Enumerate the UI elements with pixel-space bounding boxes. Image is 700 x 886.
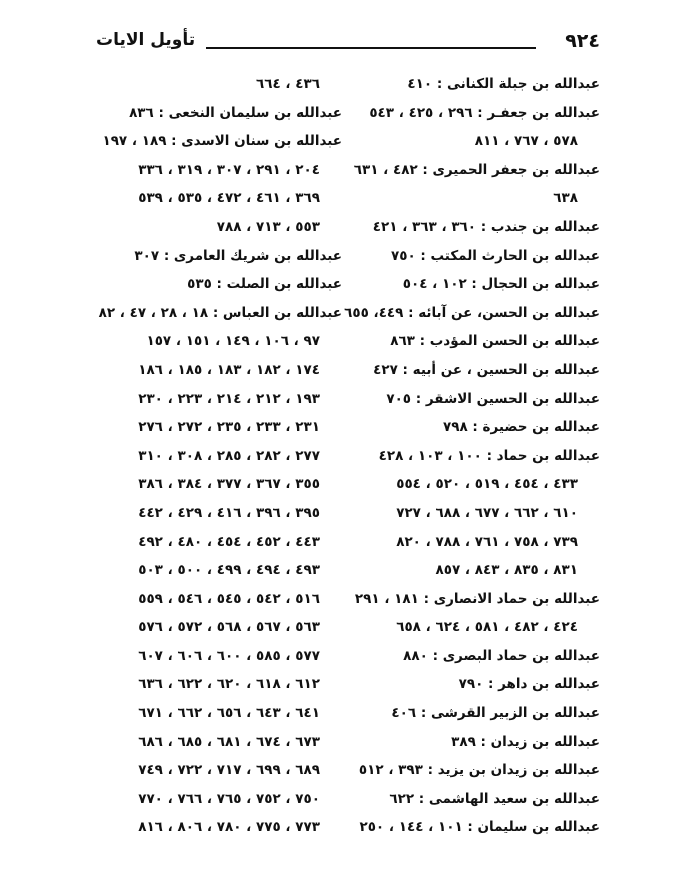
index-entry: عبدالله بن الحسن، عن آبائه : ٤٤٩، ٦٥٥ [344, 304, 600, 321]
index-entry: عبدالله بن حماد الانصارى : ١٨١ ، ٢٩١ [354, 590, 600, 607]
index-entry: عبدالله بن حماد : ١٠٠ ، ١٠٣ ، ٤٢٨ [378, 447, 600, 464]
index-continuation-line: ٦٤١ ، ٦٤٣ ، ٦٥٦ ، ٦٦٢ ، ٦٧١ [138, 705, 320, 722]
index-continuation-line: ٨٣١ ، ٨٣٥ ، ٨٤٣ ، ٨٥٧ [435, 562, 578, 579]
index-entry: عبدالله بن العباس : ١٨ ، ٢٨ ، ٤٧ ، ٨٢ [98, 304, 342, 321]
index-continuation-line: ٣٥٥ ، ٣٦٧ ، ٣٧٧ ، ٣٨٤ ، ٣٨٦ [138, 476, 320, 493]
index-continuation-line: ٥٧٧ ، ٥٨٥ ، ٦٠٠ ، ٦٠٦ ، ٦٠٧ [138, 647, 320, 664]
index-continuation-line: ٦١٠ ، ٦٦٢ ، ٦٧٧ ، ٦٨٨ ، ٧٢٧ [396, 504, 578, 521]
index-continuation-line: ١٧٤ ، ١٨٢ ، ١٨٣ ، ١٨٥ ، ١٨٦ [138, 361, 320, 378]
index-entry: عبدالله بن الحسين ، عن أبيه : ٤٢٧ [373, 361, 600, 378]
index-entry: عبدالله بن زيدان بن يزيد : ٣٩٣ ، ٥١٢ [358, 762, 600, 779]
index-continuation-line: ٥٦٣ ، ٥٦٧ ، ٥٦٨ ، ٥٧٢ ، ٥٧٦ [138, 619, 320, 636]
index-continuation-line: ٦٧٣ ، ٦٧٤ ، ٦٨١ ، ٦٨٥ ، ٦٨٦ [138, 733, 320, 750]
index-entry: عبدالله بن جبلة الكنانى : ٤١٠ [407, 76, 600, 92]
index-continuation-line: ٧٥٠ ، ٧٥٢ ، ٧٦٥ ، ٧٦٦ ، ٧٧٠ [138, 790, 320, 807]
index-entry: عبدالله بن سعيد الهاشمى : ٦٢٢ [389, 790, 600, 807]
index-continuation-line: ٢٧٧ ، ٢٨٢ ، ٢٨٥ ، ٣٠٨ ، ٣١٠ [138, 447, 320, 464]
index-continuation-line: ٤٣٦ ، ٦٦٤ [256, 76, 320, 92]
index-entry: عبدالله بن شريك العامرى : ٣٠٧ [134, 247, 342, 264]
header-rule [206, 47, 536, 49]
index-continuation-line: ٧٣٩ ، ٧٥٨ ، ٧٦١ ، ٧٨٨ ، ٨٢٠ [396, 533, 578, 550]
index-continuation-line: ٢٠٤ ، ٢٩١ ، ٣٠٧ ، ٣١٩ ، ٣٣٦ [138, 161, 320, 178]
index-column-right [344, 70, 600, 842]
index-entry: عبدالله بن جندب : ٣٦٠ ، ٣٦٣ ، ٤٢١ [372, 218, 600, 235]
index-continuation-line: ٧٧٣ ، ٧٧٥ ، ٧٨٠ ، ٨٠٦ ، ٨١٦ [138, 819, 320, 836]
index-continuation-line: ٥٥٣ ، ٧١٣ ، ٧٨٨ [216, 218, 320, 235]
index-entry: عبدالله بن الحارث المكتب : ٧٥٠ [390, 247, 600, 264]
index-continuation-line: ١٩٣ ، ٢١٢ ، ٢١٤ ، ٢٢٣ ، ٢٣٠ [138, 390, 320, 407]
index-continuation-line: ٤٤٣ ، ٤٥٢ ، ٤٥٤ ، ٤٨٠ ، ٤٩٢ [138, 533, 320, 550]
index-continuation-line: ٩٧ ، ١٠٦ ، ١٤٩ ، ١٥١ ، ١٥٧ [146, 333, 320, 350]
index-entry: عبدالله بن جعفر الحميرى : ٤٨٢ ، ٦٣١ [353, 161, 600, 178]
page-number: ٩٢٤ [565, 30, 600, 52]
index-entry: عبدالله بن الصلت : ٥٣٥ [187, 276, 342, 293]
index-entry: عبدالله بن داهر : ٧٩٠ [458, 676, 600, 693]
index-continuation-line: ٤٣٣ ، ٤٥٤ ، ٥١٩ ، ٥٢٠ ، ٥٥٤ [396, 476, 578, 493]
index-entry: عبدالله بن جعفـر : ٢٩٦ ، ٤٢٥ ، ٥٤٣ [369, 104, 600, 121]
index-continuation-line: ٤٢٤ ، ٤٨٢ ، ٥٨١ ، ٦٢٤ ، ٦٥٨ [396, 619, 578, 636]
index-entry: عبدالله بن الزبير القرشى : ٤٠٦ [391, 705, 600, 722]
index-continuation-line: ٦١٢ ، ٦١٨ ، ٦٢٠ ، ٦٢٢ ، ٦٣٦ [138, 676, 320, 693]
running-title: تأويل الايات [96, 30, 196, 50]
index-continuation-line: ٦٣٨ [553, 190, 578, 207]
index-entry: عبدالله بن الحسين الاشقر : ٧٠٥ [386, 390, 600, 407]
index-entry: عبدالله بن سليمان النخعى : ٨٣٦ [129, 104, 342, 121]
index-entry: عبدالله بن سنان الاسدى : ١٨٩ ، ١٩٧ [102, 133, 342, 150]
index-continuation-line: ٤٩٣ ، ٤٩٤ ، ٤٩٩ ، ٥٠٠ ، ٥٠٣ [138, 562, 320, 579]
index-entry: عبدالله بن الحجال : ١٠٢ ، ٥٠٤ [402, 276, 600, 293]
index-continuation-line: ٣٦٩ ، ٤٦١ ، ٤٧٢ ، ٥٣٥ ، ٥٣٩ [138, 190, 320, 207]
index-entry: عبدالله بن الحسن المؤدب : ٨٦٣ [390, 333, 600, 350]
index-continuation-line: ٦٨٩ ، ٦٩٩ ، ٧١٧ ، ٧٢٢ ، ٧٤٩ [138, 762, 320, 779]
index-continuation-line: ٢٣١ ، ٢٣٣ ، ٢٣٥ ، ٢٧٢ ، ٢٧٦ [138, 419, 320, 436]
index-continuation-line: ٣٩٥ ، ٣٩٦ ، ٤١٦ ، ٤٢٩ ، ٤٤٢ [138, 504, 320, 521]
index-entry: عبدالله بن سليمان : ١٠١ ، ١٤٤ ، ٢٥٠ [359, 819, 600, 836]
index-continuation-line: ٥١٦ ، ٥٤٢ ، ٥٤٥ ، ٥٤٦ ، ٥٥٩ [138, 590, 320, 607]
index-entry: عبدالله بن زيدان : ٣٨٩ [451, 733, 600, 750]
index-entry: عبدالله بن حماد البصرى : ٨٨٠ [403, 647, 600, 664]
index-continuation-line: ٥٧٨ ، ٧٦٧ ، ٨١١ [474, 133, 578, 150]
index-entry: عبدالله بن حضيرة : ٧٩٨ [443, 419, 600, 436]
page-header [96, 30, 600, 64]
index-column-left [96, 70, 342, 842]
